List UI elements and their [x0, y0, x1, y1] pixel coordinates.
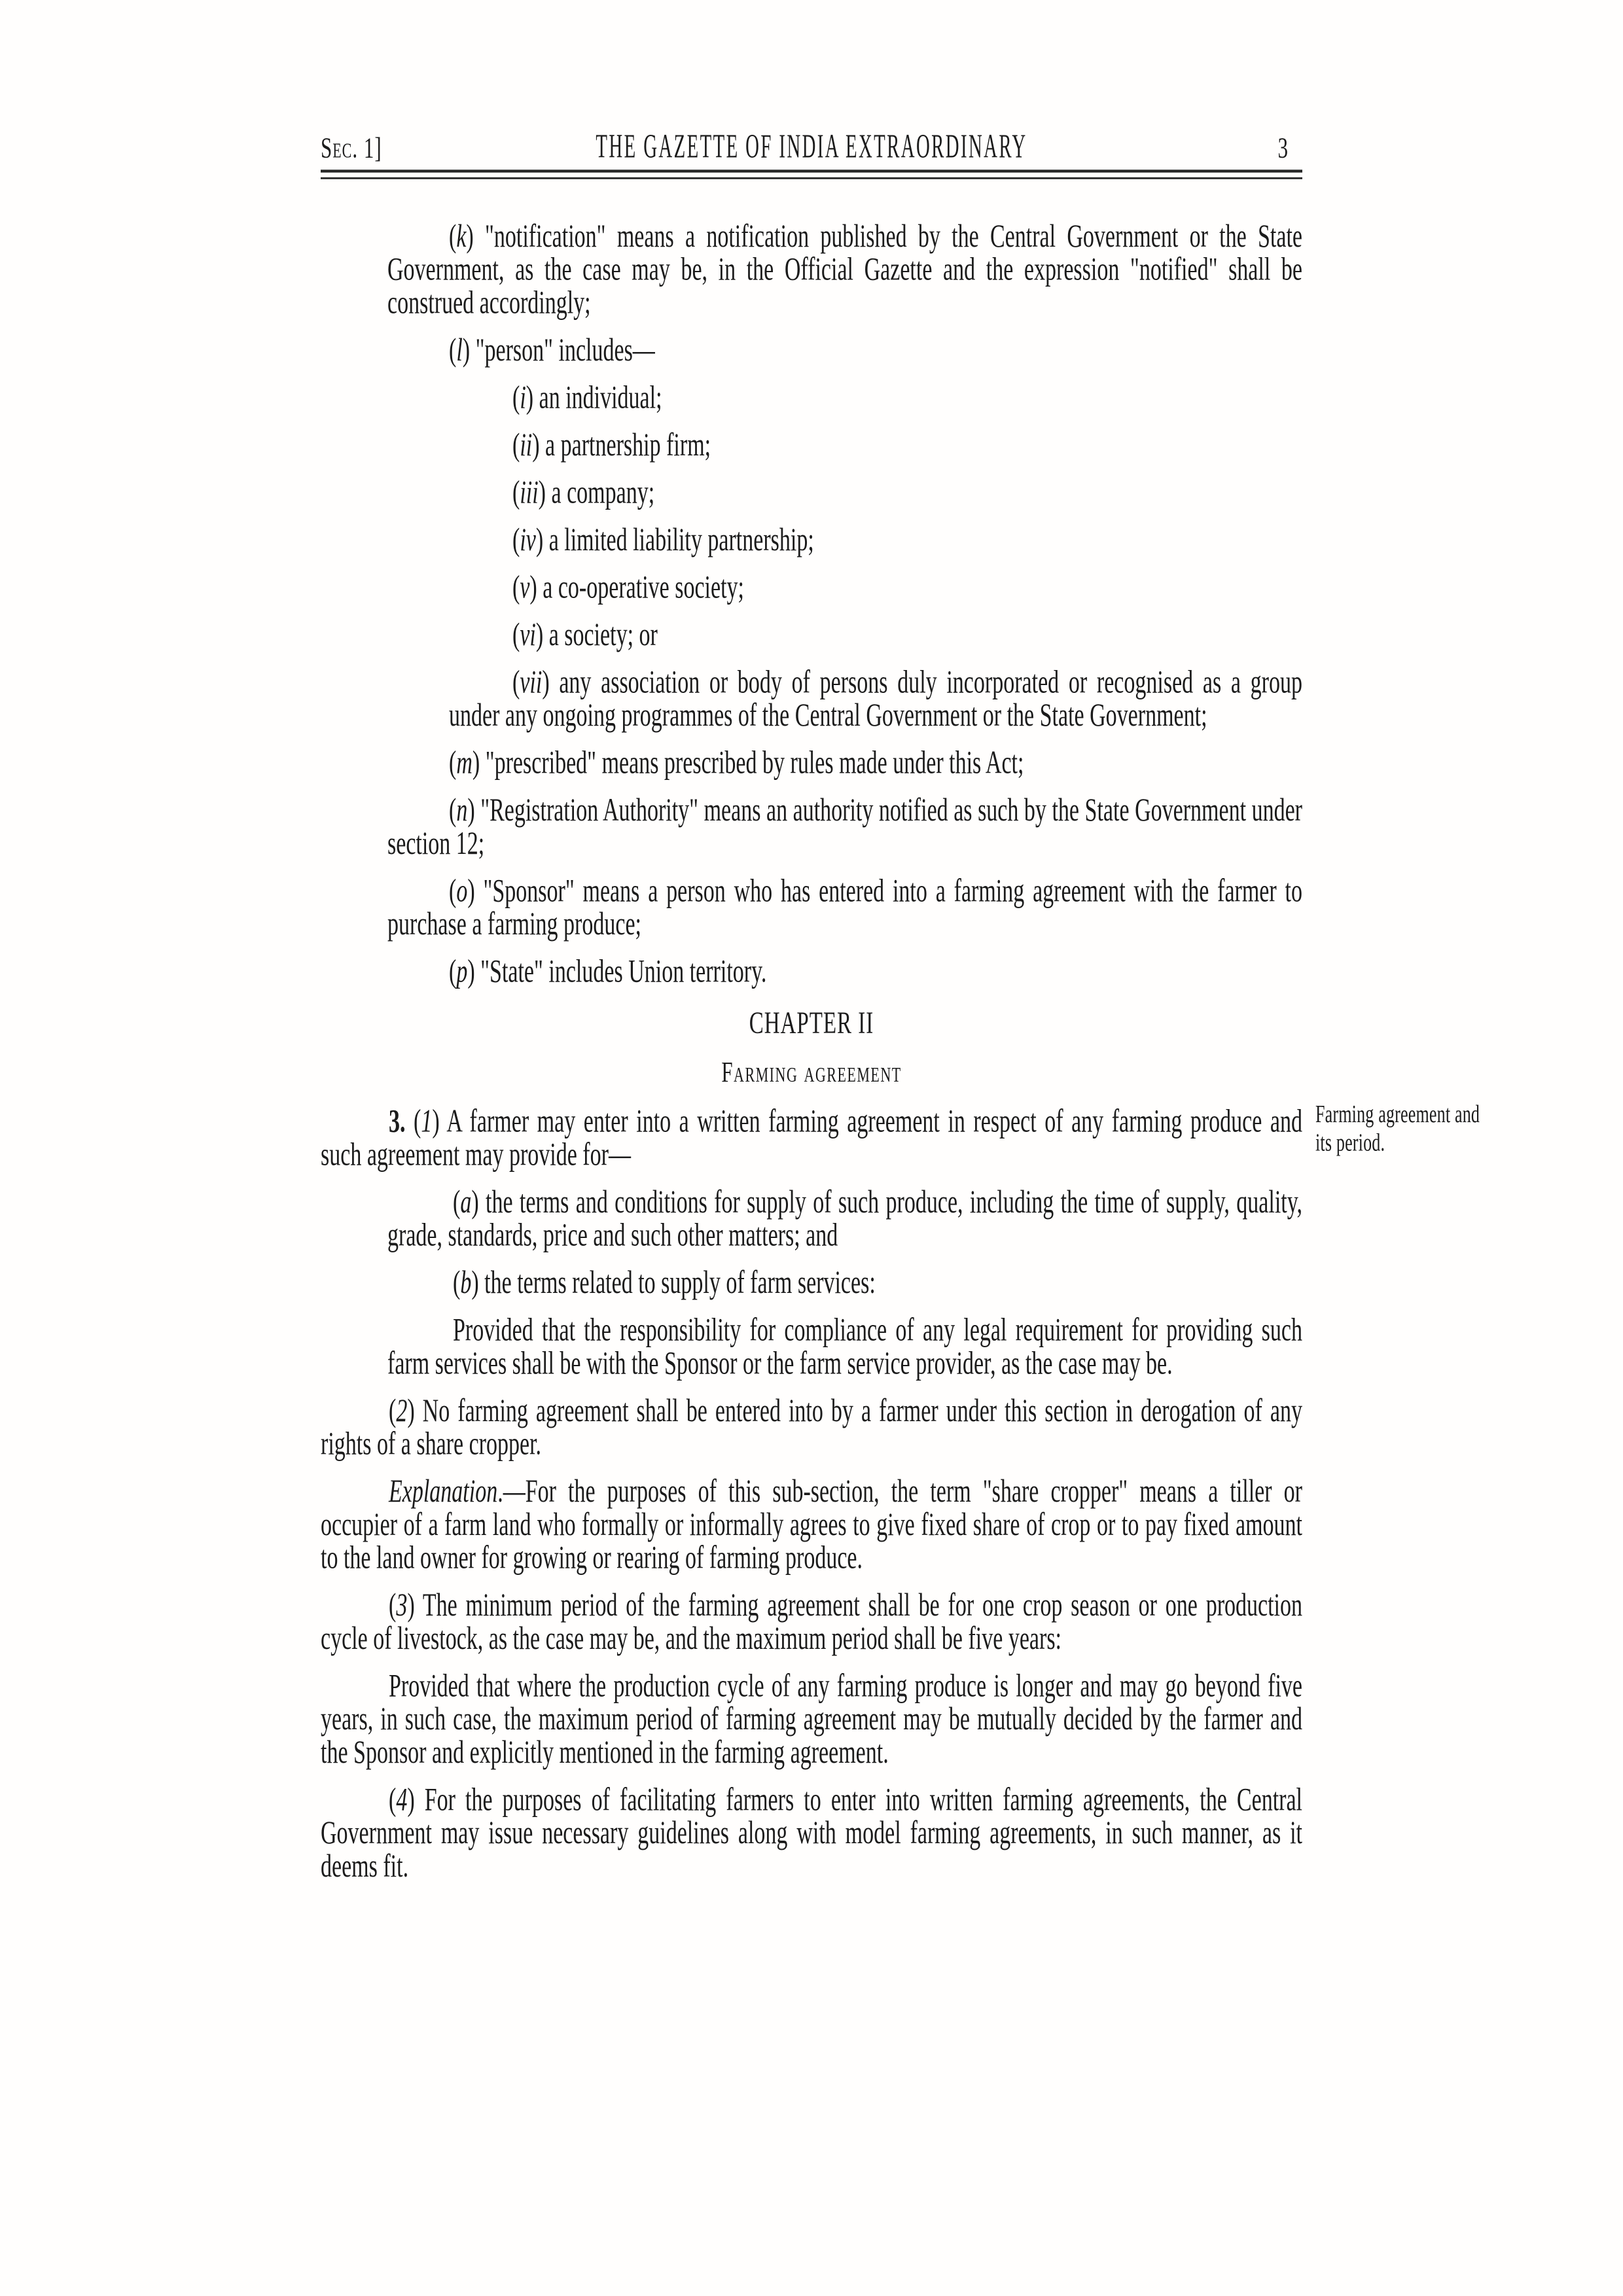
clause-a	[387, 1186, 1302, 1252]
text-run: (	[512, 617, 520, 653]
text-run: iv	[520, 522, 536, 558]
chapter-subject	[321, 1055, 1302, 1088]
text-run: (	[449, 954, 457, 990]
para-def-l	[387, 334, 1302, 367]
text-run: o	[456, 874, 468, 909]
text-run: Provided that the responsibility for compliance of any legal requirement for providing such farm services shall be with the Sponsor or the farm service provider, as the case may be.	[387, 1313, 1302, 1381]
text-run: ) "prescribed" means prescribed by rules made under this Act;	[472, 745, 1024, 781]
margin-note: Farming agreement and its period.	[1315, 1100, 1480, 1156]
text-run: 4	[396, 1782, 408, 1818]
item-i	[449, 381, 1302, 415]
text-run: ) For the purposes of facilitating farmers to enter into written farming agreements, the Central Government may issue necessary guidelines along with model farming agreements, in such manner, as it deems fit.	[321, 1782, 1302, 1884]
text-run: ) a limited liability partnership;	[535, 522, 814, 558]
proviso-clause	[387, 1314, 1302, 1381]
text-run: (	[449, 332, 457, 368]
item-iv	[449, 523, 1302, 557]
item-ii	[449, 429, 1302, 462]
text-run: (	[389, 1393, 397, 1429]
text-run: (	[512, 665, 520, 700]
text-run: ) a co-operative society;	[529, 570, 744, 605]
gazette-title: THE GAZETTE OF INDIA EXTRAORDINARY	[596, 127, 1027, 166]
para-3-2	[321, 1394, 1302, 1461]
proviso-main	[321, 1670, 1302, 1769]
text-run: 3.	[389, 1104, 406, 1140]
text-run: ) the terms and conditions for supply of such produce, including the time of supply, quality, grade, standards, price and such other matters; and	[387, 1184, 1302, 1254]
text-run: (	[449, 874, 457, 909]
text-run: 2	[396, 1393, 408, 1429]
text-run: p	[456, 954, 468, 990]
page-header	[321, 127, 1302, 166]
text-run: Farming agreement	[721, 1055, 902, 1088]
item-v	[449, 571, 1302, 605]
text-run: ) "State" includes Union territory.	[467, 954, 767, 990]
text-run: (	[453, 1265, 461, 1301]
document-body	[321, 219, 1480, 1884]
text-run: (	[512, 570, 520, 605]
text-run: .—For the purposes of this sub-section, the term "share cropper" means a tiller or occupier of a farm land who formally or informally agrees to give fixed share of crop or to pay fixed amount to the land owner for growing or rearing of farming produce.	[321, 1474, 1302, 1576]
item-vii	[449, 666, 1302, 732]
text-run: m	[456, 745, 473, 781]
clause-b	[387, 1267, 1302, 1300]
text-run: 3	[396, 1588, 408, 1623]
para-def-o	[387, 875, 1302, 942]
text-run: Provided that where the production cycle of any farming produce is longer and may go beyond five years, in such case, the maximum period of farming agreement may be mutually decided by the farmer and the Sponsor and explicitly mentioned in the farming agreement.	[321, 1669, 1302, 1771]
text-run: 1	[421, 1104, 433, 1140]
text-run: (	[449, 219, 457, 255]
text-run: ) the terms related to supply of farm services:	[471, 1265, 876, 1301]
text-run: (	[389, 1782, 397, 1818]
para-def-n	[387, 794, 1302, 860]
text-run: l	[456, 332, 463, 368]
text-run: ii	[520, 427, 533, 463]
text-run: iii	[520, 475, 539, 510]
chapter-heading	[321, 1008, 1302, 1041]
text-run: (	[512, 475, 520, 510]
item-vi	[449, 618, 1302, 652]
text-run: ) "Registration Authority" means an authority notified as such by the State Government under section 12;	[387, 793, 1302, 862]
scanned-content	[0, 129, 1623, 1883]
text-run: (	[405, 1104, 421, 1140]
text-run: ) a company;	[538, 475, 655, 510]
para-3-4	[321, 1784, 1302, 1883]
item-iii	[449, 476, 1302, 510]
text-run: ) "Sponsor" means a person who has entered into a farming agreement with the farmer to purchase a farming produce;	[387, 874, 1302, 942]
text-run: ) No farming agreement shall be entered into by a farmer under this section in derogation of any rights of a share cropper.	[321, 1393, 1302, 1462]
text-run: ) "notification" means a notification published by the Central Government or the State Government, as the case may be, in the Official Gazette and the expression "notified" shall be construed accordingly;	[387, 219, 1302, 321]
text-run: n	[456, 793, 468, 828]
para-3-1	[321, 1100, 1480, 1173]
text-run: b	[460, 1265, 472, 1301]
para-def-k	[387, 220, 1302, 319]
text-run: (	[449, 793, 457, 828]
text-run: ) a partnership firm;	[532, 427, 711, 463]
explanation	[321, 1475, 1302, 1575]
para-def-p	[387, 955, 1302, 989]
text-run: ) "person" includes—	[462, 332, 655, 368]
text-run: v	[520, 570, 530, 605]
para-def-m	[387, 747, 1302, 780]
text-run: ) A farmer may enter into a written farming agreement in respect of any farming produce and such agreement may provide for—	[321, 1104, 1302, 1173]
text-run: k	[456, 219, 467, 255]
text-run: CHAPTER II	[749, 1006, 874, 1041]
text-run: (	[512, 522, 520, 558]
text-run: i	[520, 380, 526, 415]
text-run: Explanation	[389, 1474, 498, 1510]
text-run: ) a society; or	[535, 617, 658, 653]
text-run: vi	[520, 617, 536, 653]
text-run: (	[389, 1588, 397, 1623]
section-label: Sec. 1]	[321, 130, 382, 164]
para-3-3	[321, 1589, 1302, 1656]
text-run: ) an individual;	[526, 380, 662, 415]
text-run: vii	[520, 665, 543, 700]
text-run: ) The minimum period of the farming agreement shall be for one crop season or one production cycle of livestock, as the case may be, and the maximum period shall be five years:	[321, 1588, 1302, 1657]
text-run: (	[449, 745, 457, 781]
text-run: (	[512, 427, 520, 463]
text-run: (	[453, 1184, 461, 1220]
text-run: a	[460, 1184, 472, 1220]
page-number: 3	[1277, 130, 1288, 164]
text-run: ) any association or body of persons duly incorporated or recognised as a group under any ongoing programmes of the Central Government or the State Government;	[449, 665, 1302, 733]
header-double-rule	[321, 169, 1302, 179]
text-run: (	[512, 380, 520, 415]
